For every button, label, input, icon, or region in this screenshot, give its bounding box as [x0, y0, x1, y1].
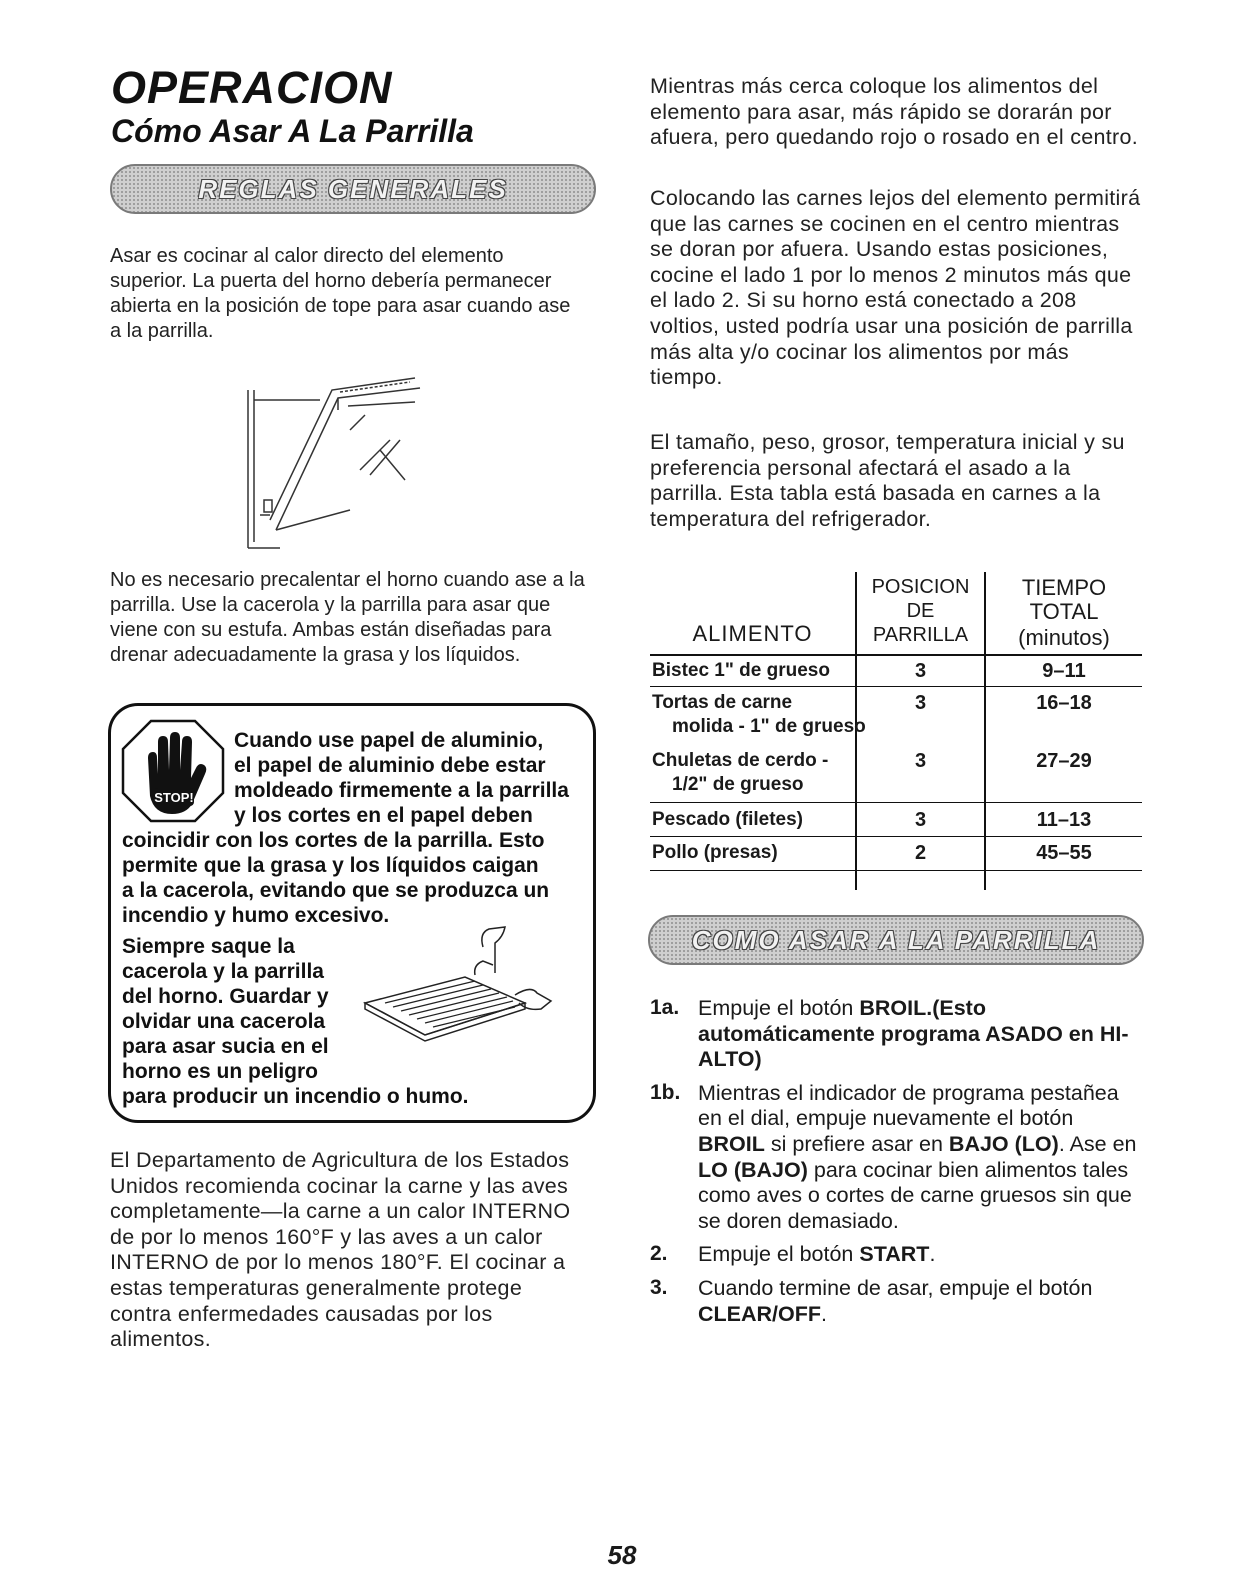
table-header-position-3: PARRILLA [872, 624, 969, 646]
table-row-position: 2 [914, 842, 927, 864]
warning-line-5: coincidir con los cortes de la parrilla. Esto [122, 829, 545, 852]
warning-line-6: permite que la grasa y los líquidos caigan [122, 854, 539, 877]
step-keyword: LO (BAJO) [698, 1157, 808, 1182]
table-header-position-1: POSICION [871, 576, 970, 598]
table-row-position: 3 [914, 660, 927, 682]
right-paragraph-3: El tamaño, peso, grosor, temperatura inicial y su preferencia personal afectará el asado a la parrilla. Esta tabla está basada en carnes a la temperatura del refrigerador. [650, 430, 1125, 531]
banner-como-asar: COMO ASAR A LA PARRILLA [648, 915, 1144, 965]
table-row-position: 3 [914, 750, 927, 772]
page-title: Cómo Asar A La Parrilla [111, 113, 474, 149]
step-keyword: BROIL.(Esto automáticamente programa ASADO en HI-ALTO) [698, 996, 1129, 1072]
table-row-food-detail: molida - 1" de grueso [672, 716, 866, 737]
table-row-food-detail: 1/2" de grueso [672, 774, 804, 795]
warning-line-7: a la cacerola, evitando que se produzca un [122, 879, 550, 902]
table-row-time: 27–29 [1036, 750, 1092, 772]
warning-line-8: incendio y humo excesivo. [122, 904, 390, 927]
step-keyword: BROIL [698, 1131, 765, 1156]
warning-line-4: y los cortes en el papel deben [234, 804, 533, 827]
right-paragraph-2: Colocando las carnes lejos del elemento permitirá que las carnes se cocinen en el centro mientras se doran por afuera. Usando estas posiciones, cocine el lado 1 por lo menos 2 minutos más que el lado 2. Si su horno está conectado a 208 voltios, usted podría usar una posición de parrilla más alta y/o cocinar los alimentos por más tiempo. [650, 186, 1141, 390]
step-text: . [821, 1301, 828, 1326]
warning-p2-line-2: cacerola y la parrilla [122, 960, 324, 983]
warning-line-1: Cuando use papel de aluminio, [234, 729, 544, 752]
warning-p2-line-1: Siempre saque la [122, 935, 295, 958]
table-row-food: Tortas de carne [652, 692, 793, 713]
step-1b [650, 1081, 1145, 1235]
table-header-time-2: TOTAL [1029, 599, 1099, 624]
table-header-time-3: (minutos) [1018, 625, 1110, 650]
table-row-time: 16–18 [1036, 692, 1092, 714]
step-text: Empuje el botón [698, 1242, 860, 1267]
broiling-table [650, 572, 1142, 892]
page-number: 58 [607, 1540, 637, 1570]
oven-door-illustration [240, 370, 430, 550]
table-header-food: ALIMENTO [692, 621, 813, 646]
section-heading: OPERACION [111, 62, 393, 113]
usda-paragraph: El Departamento de Agricultura de los Estados Unidos recomienda cocinar la carne y las aves completamente—la carne a un calor INTERNO de por lo menos 160°F y las aves a un calor INTERNO de por lo menos 180°F. El cocinar a estas temperaturas generalmente protege contra enfermedades causadas por los alimentos. [110, 1148, 571, 1352]
steps-list [650, 996, 1145, 1327]
step-keyword: CLEAR/OFF [698, 1301, 822, 1326]
step-number: 3. [650, 1275, 668, 1299]
table-row-food: Pollo (presas) [652, 842, 778, 863]
step-keyword: START [859, 1242, 930, 1267]
warning-p2-line-4: olvidar una cacerola [122, 1010, 326, 1033]
table-row-time: 45–55 [1036, 842, 1092, 864]
warning-p2-line-7: para producir un incendio o humo. [122, 1085, 469, 1108]
no-preheat-paragraph: No es necesario precalentar el horno cuando ase a la parrilla. Use la cacerola y la parrilla para asar que viene con su estufa. Ambas están diseñadas para drenar adecuadamente la grasa y los líquidos. [110, 569, 585, 666]
warning-line-2: el papel de aluminio debe estar [234, 754, 546, 777]
table-header-time-1: TIEMPO [1021, 575, 1107, 600]
stop-hand-icon [120, 718, 226, 824]
step-text: Cuando termine de asar, empuje el botón [698, 1275, 1093, 1300]
stop-label: STOP! [154, 790, 194, 805]
table-row-time: 11–13 [1036, 809, 1092, 831]
right-paragraph-1: Mientras más cerca coloque los alimentos del elemento para asar, más rápido se dorarán por afuera, pero quedando rojo o rosado en el centro. [650, 74, 1139, 150]
step-1a [650, 996, 1145, 1073]
step-text: . [929, 1242, 936, 1267]
step-text: Empuje el botón [698, 996, 860, 1020]
table-row-food: Pescado (filetes) [652, 809, 803, 830]
table-row-food: Bistec 1" de grueso [652, 660, 830, 681]
banner-reglas-generales: REGLAS GENERALES [110, 164, 596, 214]
broiler-pan-illustration [355, 925, 555, 1045]
step-text: . Ase en [1058, 1131, 1137, 1156]
warning-p2-line-5: para asar sucia en el [122, 1035, 329, 1058]
step-text: si prefiere asar en [764, 1131, 949, 1156]
step-number: 2. [650, 1242, 668, 1266]
table-row-time: 9–11 [1042, 660, 1086, 682]
intro-paragraph: Asar es cocinar al calor directo del elemento superior. La puerta del horno debería permanecer abierta en la posición de tope para asar cuando ase a la parrilla. [110, 245, 571, 342]
warning-line-3: moldeado firmemente a la parrilla [234, 779, 569, 802]
step-text: Mientras el indicador de programa pestañea en el dial, empuje nuevamente el botón [698, 1080, 1119, 1131]
step-3 [650, 1276, 1145, 1327]
step-text: para cocinar bien alimentos tales como aves o cortes de carne gruesos sin que se doren demasiado. [698, 1157, 1132, 1233]
table-row-food: Chuletas de cerdo - [652, 750, 829, 771]
step-keyword: BAJO (LO) [948, 1131, 1059, 1156]
step-2 [650, 1242, 1145, 1268]
warning-p2-line-6: horno es un peligro [122, 1060, 319, 1083]
table-row-position: 3 [914, 692, 927, 714]
warning-p2-line-3: del horno. Guardar y [122, 985, 329, 1008]
step-number: 1a. [650, 996, 680, 1019]
step-number: 1b. [650, 1080, 681, 1104]
table-row-position: 3 [914, 809, 927, 831]
table-header-position-2: DE [906, 600, 935, 622]
